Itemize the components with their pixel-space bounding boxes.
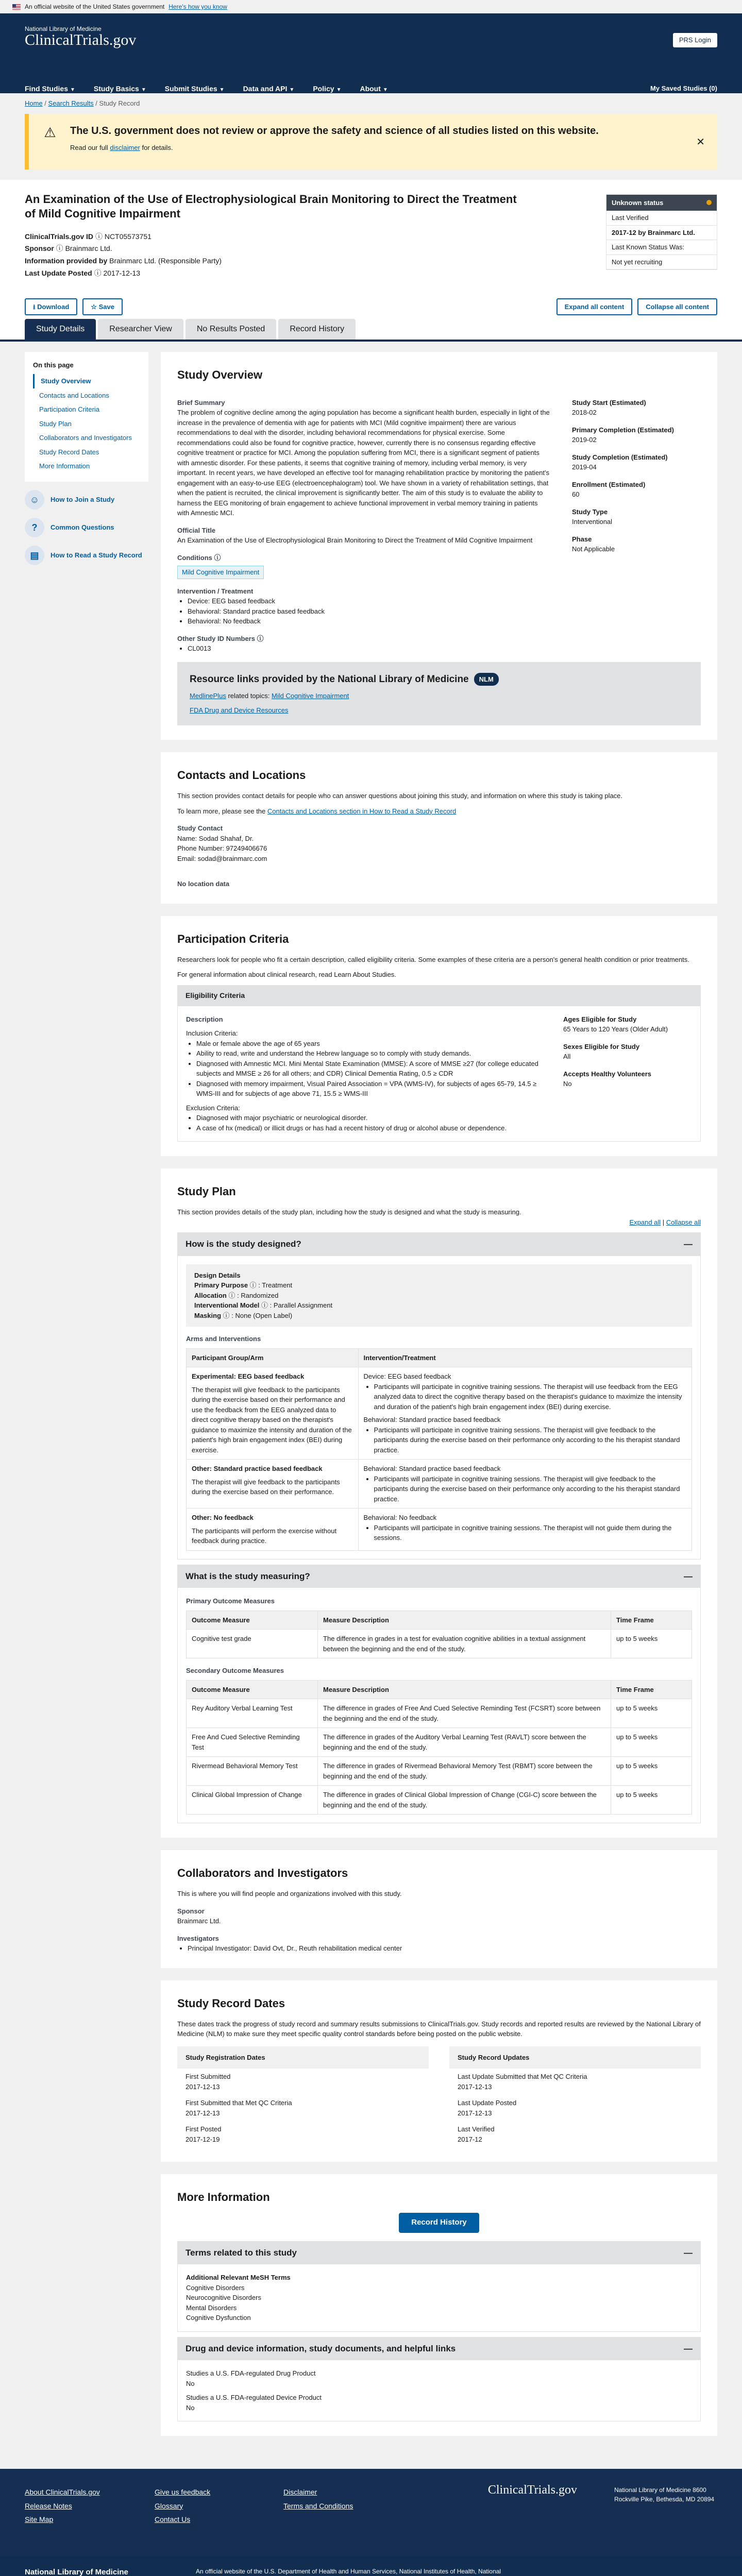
fact-value: All <box>563 1053 571 1060</box>
chevron-down-icon: ▼ <box>382 87 388 93</box>
nav-data-api[interactable]: Data and API ▼ <box>243 84 295 93</box>
medlineplus-link[interactable]: MedlinePlus <box>190 692 226 700</box>
site-logo[interactable] <box>25 25 136 48</box>
study-overview <box>161 352 717 740</box>
disclaimer-link[interactable]: disclaimer <box>110 143 140 151</box>
nlm-resources: Resource links provided by the National Library of Medicine NLM MedlinePlus related topics: Mild Cognitive Impairment FDA Drug and Device Resources <box>177 662 701 726</box>
plan-expand-all[interactable]: Expand all <box>629 1218 661 1226</box>
collab-sponsor: Brainmarc Ltd. <box>177 1917 221 1925</box>
expand-all-button[interactable]: Expand all content <box>556 298 633 316</box>
nlm-logo: NLM <box>474 673 499 686</box>
study-title: An Examination of the Use of Electrophysiological Brain Monitoring to Direct the Treatment of Mild Cognitive Impairment <box>25 192 517 221</box>
footer-link[interactable]: Release Notes <box>25 2501 72 2510</box>
intervention-item: • Behavioral: No feedback <box>188 616 551 626</box>
official-title-label: Official Title <box>177 526 216 534</box>
condition-chip[interactable]: Mild Cognitive Impairment <box>177 566 264 579</box>
site-footer <box>0 2469 742 2556</box>
other-ids-label: Other Study ID Numbers ⓘ <box>177 634 264 642</box>
interventions-label: Intervention / Treatment <box>177 587 254 595</box>
fact-label: Study Start (Estimated) <box>572 398 646 406</box>
info-icon[interactable]: ⓘ <box>223 1311 230 1319</box>
prs-login-button[interactable]: PRS Login <box>673 33 717 47</box>
table-row: Rey Auditory Verbal Learning Test The difference in grades of Free And Cued Selective Reminding Test (FCSRT) score between the beginning and the end of the study. up to 5 weeks <box>187 1699 692 1728</box>
section-title: More Information <box>177 2191 270 2204</box>
fact-label: Accepts Healthy Volunteers <box>563 1070 651 1078</box>
fact-value: 60 <box>572 490 580 498</box>
footer-link[interactable]: Site Map <box>25 2515 54 2524</box>
table-row: Free And Cued Selective Reminding Test The difference in grades of the Auditory Verbal Learning Test (RAVLT) score between the beginning and the end of the study. up to 5 weeks <box>187 1728 692 1757</box>
info-icon[interactable]: ⓘ <box>249 1281 257 1289</box>
table-row: Experimental: EEG based feedback The therapist will give feedback to the participants during the exercise based on their performance and use the feedback from the EEG analyzed data to direct cognitive therapy based on the therapist's guidance to maximize the intensity and duration of the patient's high brain engagement index (BEI) during exercise. Device: EEG based feedback • Participants will participate in cognitive training sessions. The therapist will use feedback from the EEG analyzed data to direct the cognitive therapy based on the therapist's guidance to maximize the intensity and duration of the patient's high brain engagement index (BEI) during exercise. Behavioral: Standard practice based feedback • Participants will participate in cognitive training sessions. The therapist will give feedback to the participants during the exercise based on their performance only according to the his therapist standard practice. <box>187 1367 692 1460</box>
study-tabs <box>0 319 742 342</box>
sidebar-item-collaborators[interactable]: Collaborators and Investigators <box>39 434 132 442</box>
save-button[interactable]: ☆ Save <box>82 298 123 316</box>
keyword: Mental Disorders <box>186 2303 237 2312</box>
info-icon[interactable]: ⓘ <box>214 553 221 562</box>
eligibility-header: Eligibility Criteria <box>177 985 701 1006</box>
section-title: Study Plan <box>177 1185 236 1198</box>
secondary-outcomes-table: Outcome Measure Measure Description Time Frame Rey Auditory Verbal Learning Test The difference in grades of Free And Cued Selective Reminding Test (FCSRT) score between the beginning and the end of the study. up to 5 weeks Free And Cued Selective Reminding Test The difference in grades of the Auditory Verbal Learning Test (RAVLT) score between the beginning and the end of the study. up to 5 weeks Rivermead Behavioral Memory Test The difference in grades of Rivermead Behavioral Memory Test (RBMT) score between the beginning and the end of the study. up to 5 weeks Clinical Global Impression of Change The difference in grades of Clinical Global Impression of Change (CGI-C) score between the beginning and the end of the study. up to 5 weeks <box>186 1680 692 1815</box>
chevron-down-icon: ▼ <box>70 87 75 93</box>
exclusion-label: Exclusion Criteria: <box>186 1104 240 1112</box>
breadcrumb: Home / Search Results / Study Record <box>0 93 742 114</box>
people-icon: ☺ <box>25 490 44 510</box>
intervention-item: • Device: EEG based feedback <box>188 596 551 606</box>
exclusion-item: • A case of hx (medical) or illicit drugs or has had a recent history of drug or alcohol abuse or dependence. <box>196 1123 543 1133</box>
saved-studies-link[interactable]: My Saved Studies (0) <box>650 84 717 92</box>
fact-value: 65 Years to 120 Years (Older Adult) <box>563 1025 668 1033</box>
brief-summary: The problem of cognitive decline among the aging population has become a significant health burden, especially in light of the increase in the prevalence of dementia with age for patients with MCI (Mild cognitive impairment) there are various recommendations to deal with the disorder, including behavioral recommendations for physical exercise. Some recommendations could also be found for cognitive practice, however, currently there is no consensus regarding effective cognitive treatment or practice for MCI. Among the population suffering from MCI, there is a significant segment of patients with amnestic disorder. For these patients, it seems that cognitive training of memory, including verbal memory, is very important. In recent years, we have developed an effective tool for managing rehabilitation practice by monitoring the patient's engagement with an easy-to-use EEG (electroencephalogram) tool. We have shown in a variety of rehabilitation settings, that when the patient is recruited, the clinical improvement is significantly better. The aim of this study is to evaluate the ability to harness the EEG monitoring of brain engagement to achieve functional improvement in verbal memory training in patients with Amnestic MCI. <box>177 409 550 517</box>
tab-researcher-view[interactable]: Researcher View <box>98 319 183 340</box>
download-button[interactable]: ⭳ Download <box>25 298 77 316</box>
contacts-help-link[interactable]: Contacts and Locations section in How to Read a Study Record <box>267 807 457 815</box>
fact-label: Study Completion (Estimated) <box>572 453 668 461</box>
nlm-label: National Library of Medicine <box>25 25 102 32</box>
fact-label: Study Type <box>572 507 608 516</box>
nlm-footer <box>0 2556 742 2576</box>
tab-results[interactable]: No Results Posted <box>185 319 277 340</box>
investigator: • Principal Investigator: David Ovt, Dr., Reuth rehabilitation medical center <box>188 1943 701 1954</box>
footer-link[interactable]: Glossary <box>155 2501 183 2510</box>
nav-policy[interactable]: Policy ▼ <box>313 84 342 93</box>
study-id: NCT05573751 <box>104 232 151 241</box>
tab-study-details[interactable]: Study Details <box>25 319 96 340</box>
dates-intro: These dates track the progress of study record and summary results submissions to ClinicalTrials.gov. Study records and reported results are reviewed by the National Library of Medicine (NLM) to make sure they meet specific quality control standards before being posted on the public website. <box>177 2020 701 2038</box>
fact-label: Ages Eligible for Study <box>563 1015 637 1023</box>
nav-study-basics[interactable]: Study Basics ▼ <box>93 84 146 93</box>
inclusion-item: • Male or female above the age of 65 years <box>196 1039 543 1049</box>
design-accordion[interactable]: How is the study designed? — <box>177 1232 701 1256</box>
terms-accordion[interactable]: Terms related to this study — <box>177 2241 701 2265</box>
official-website-text: An official website of the U.S. Department of Health and Human Services, National Institutes of Health, National <box>196 2568 501 2575</box>
help-questions[interactable]: ? Common Questions <box>25 518 148 537</box>
study-header <box>0 180 742 319</box>
study-plan: Study Plan This section provides details of the study plan, including how the study is designed and what the study is measuring. Expand all | Collapse all How is the study designed? — Design Details Primary Purpose ⓘ : Treatment Allocation ⓘ : Randomized Interventional Model ⓘ : Parallel Assignment Masking ⓘ : None (Open Label) Arms and Interventions Participant Group/Arm Intervention/Treatment Experimental: EEG based feedback The therapist will give feedback to the participants during the exercise based on their performance and use the feedback from the EEG analyzed data to direct cognitive therapy based on the therapist's guidance to maximize the intensity and duration of the patient's high brain engagement index (BEI) during exercise. Device: EEG based feedback • Participants will participate in cognitive training sessions. The therapist will use feedback from the EEG analyzed data to direct the cognitive therapy based on the therapist's guidance to maximize the intensity and duration of the patient's high brain engagement index (BEI) during exercise. Behavioral: Standard practice based feedback • Participants will participate in cognitive training sessions. The therapist will give feedback to the participants during the exercise based on their performance only according to the his therapist standard practice. Other: Standard practice based feedback The therapist will give feedback to the participants during the exercise based on their performance. Behavioral: Standard practice based feedback • Participants will participate in cognitive training sessions. The therapist will give feedback to the participants during the exercise based on their performance only according to the his therapist standard practice. Other: No feedback The participants will perform the exercise without feedback during practice. Behavioral: No feedback • Participants will participate in cognitive training sessions. The therapist will not guide them during the sessions. What is the study measuring? — Primary Outcome Measures Outcome Measure Measure Description Time Frame Cognitive test grade The difference in grades in a test for evaluation cognitive abilities in a textual assignment between the beginning and the end of the study. up to 5 weeks Secondary Outcome Measures Outcome Measure Measure Description Time Frame Rey Auditory Verbal Learning Test The difference in grades of Free And Cued Selective Reminding Test (FCSRT) score between the beginning and the end of the study. up to 5 weeks Free And Cued Selective Reminding Test The difference in grades of the Auditory Verbal Learning Test (RAVLT) score between the beginning and the end of the study. up to 5 weeks Rivermead Behavioral Memory Test The difference in grades of Rivermead Behavioral Memory Test (RBMT) score between the beginning and the end of the study. up to 5 weeks Clinical Global Impression of Change The difference in grades of Clinical Global Impression of Change (CGI-C) score between the beginning and the end of the study. up to 5 weeks <box>161 1168 717 1838</box>
description-label: Description <box>186 1015 223 1023</box>
plan-collapse-all[interactable]: Collapse all <box>666 1218 701 1226</box>
keyword: Cognitive Disorders <box>186 2283 245 2292</box>
keywords-label: Additional Relevant MeSH Terms <box>186 2274 291 2281</box>
chevron-down-icon: ▼ <box>289 87 295 93</box>
table-row: Other: Standard practice based feedback The therapist will give feedback to the participants during the exercise based on their performance. Behavioral: Standard practice based feedback • Participants will participate in cognitive training sessions. The therapist will give feedback to the participants during the exercise based on their performance only according to the his therapist standard practice. <box>187 1460 692 1509</box>
fact-value: 2018-02 <box>572 409 597 416</box>
main-nav <box>0 83 742 94</box>
sidebar-item-plan[interactable]: Study Plan <box>39 419 72 428</box>
record-dates: Study Record Dates These dates track the progress of study record and summary results submissions to ClinicalTrials.gov. Study records and reported results are reviewed by the National Library of Medicine (NLM) to make sure they meet specific quality control standards before being posted on the public website. Study Registration Dates First Submitted 2017-12-13 First Submitted that Met QC Criteria 2017-12-13 First Posted 2017-12-19 Study Record Updates Last Update Submitted that Met QC Criteria 2017-12-13 Last Update Posted 2017-12-13 Last Verified 2017-12 <box>161 1980 717 2162</box>
fact-value: Interventional <box>572 518 613 526</box>
minus-icon: — <box>684 1239 693 1249</box>
nlm-footer-title: National Library of Medicine <box>25 2568 128 2576</box>
close-icon[interactable]: ✕ <box>696 136 705 148</box>
intervention-item: • Behavioral: Standard practice based feedback <box>188 606 551 617</box>
brief-summary-label: Brief Summary <box>177 398 225 406</box>
arms-table: Participant Group/Arm Intervention/Treatment Experimental: EEG based feedback The therapist will give feedback to the participants during the exercise based on their performance and use the feedback from the EEG analyzed data to direct cognitive therapy based on the therapist's guidance to maximize the intensity and duration of the patient's high brain engagement index (BEI) during exercise. Device: EEG based feedback • Participants will participate in cognitive training sessions. The therapist will use feedback from the EEG analyzed data to direct the cognitive therapy based on the therapist's guidance to maximize the intensity and duration of the patient's high brain engagement index (BEI) during exercise. Behavioral: Standard practice based feedback • Participants will participate in cognitive training sessions. The therapist will give feedback to the participants during the exercise based on their performance only according to the his therapist standard practice. Other: Standard practice based feedback The therapist will give feedback to the participants during the exercise based on their performance. Behavioral: Standard practice based feedback • Participants will participate in cognitive training sessions. The therapist will give feedback to the participants during the exercise based on their performance only according to the his therapist standard practice. Other: No feedback The participants will perform the exercise without feedback during practice. Behavioral: No feedback • Participants will participate in cognitive training sessions. The therapist will not guide them during the sessions. <box>186 1348 692 1551</box>
inclusion-item: • Diagnosed with Amnestic MCI. Mini Mental State Examination (MMSE): A score of MMSE ≥27 (for college educated subjects and MMSE ≥ 26 for all others; and CDR) Clinical Dementia Rating, 0.5 ≥ CDR <box>196 1059 543 1079</box>
us-flag-icon <box>12 4 21 10</box>
status-row: Last Known Status Was: <box>606 240 717 255</box>
breadcrumb-home[interactable]: Home <box>25 99 43 107</box>
keyword: Cognitive Dysfunction <box>186 2314 251 2321</box>
fact-label: Enrollment (Estimated) <box>572 480 646 488</box>
footer-link[interactable]: Disclaimer <box>283 2488 317 2496</box>
overview-facts <box>572 391 701 654</box>
section-title: Contacts and Locations <box>177 769 306 782</box>
upd-heading: Study Record Updates <box>449 2046 701 2069</box>
nav-find-studies[interactable]: Find Studies ▼ <box>25 84 75 93</box>
info-icon[interactable]: ⓘ <box>228 1291 235 1299</box>
secondary-label: Secondary Outcome Measures <box>186 1667 284 1674</box>
section-title: Study Overview <box>177 368 263 381</box>
inclusion-label: Inclusion Criteria: <box>186 1029 238 1037</box>
contacts-locations: Contacts and Locations This section provides contact details for people who can answer questions about joining this study, and information on where this study is taking place. To learn more, please see the Contacts and Locations section in How to Read a Study Record Study Contact Name: Sodad Shahaf, Dr. Phone Number: 97249406676 Email: sodad@brainmarc.com No location data <box>161 752 717 904</box>
exclusion-item: • Diagnosed with major psychiatric or neurological disorder. <box>196 1113 543 1123</box>
minus-icon: — <box>684 2247 693 2258</box>
fact-label: Primary Completion (Estimated) <box>572 426 674 434</box>
collapse-all-button[interactable]: Collapse all content <box>637 298 717 316</box>
topic-link[interactable]: Mild Cognitive Impairment <box>272 692 349 700</box>
no-location: No location data <box>177 880 230 888</box>
criteria-intro: Researchers look for people who fit a certain description, called eligibility criteria. Some examples of these criteria are a person's general health condition or prior treatments. <box>177 955 689 963</box>
document-icon: ▤ <box>25 546 44 565</box>
chevron-down-icon: ▼ <box>219 87 225 93</box>
collaborators <box>161 1850 717 1968</box>
contact-phone[interactable]: Phone Number: 97249406676 <box>177 844 267 852</box>
question-icon: ? <box>25 518 44 537</box>
criteria-learn: For general information about clinical research, read Learn About Studies. <box>177 971 396 978</box>
status-dot-icon <box>706 200 712 205</box>
arms-label: Arms and Interventions <box>186 1335 261 1343</box>
gov-banner <box>0 0 742 13</box>
fact-value: 2019-04 <box>572 463 597 471</box>
contacts-intro: This section provides contact details for people who can answer questions about joining this study, and information on where this study is taking place. <box>177 792 623 800</box>
study-meta: ClinicalTrials.gov ID ⓘ NCT05573751 Sponsor ⓘ Brainmarc Ltd. Information provided by Brainmarc Ltd. (Responsible Party) Last Update Posted ⓘ 2017-12-13 <box>25 232 222 278</box>
collab-intro: This is where you will find people and organizations involved with this study. <box>177 1890 402 1897</box>
breadcrumb-current: Study Record <box>99 99 140 107</box>
section-title: Study Record Dates <box>177 1996 285 2010</box>
table-row: Clinical Global Impression of Change The difference in grades of Clinical Global Impression of Change (CGI-C) score between the beginning and the end of the study. up to 5 weeks <box>187 1786 692 1815</box>
bookmark-icon: ☆ <box>91 302 99 311</box>
gov-banner-link[interactable]: Here's how you know <box>168 3 227 10</box>
sidebar-item-criteria[interactable]: Participation Criteria <box>39 405 100 413</box>
disclaimer-alert <box>25 114 717 170</box>
table-row: Cognitive test grade The difference in grades in a test for evaluation cognitive abilities in a textual assignment between the beginning and the end of the study. up to 5 weeks <box>187 1630 692 1658</box>
chevron-down-icon: ▼ <box>336 87 342 93</box>
site-header <box>0 13 742 93</box>
help-read-record[interactable]: ▤ How to Read a Study Record <box>25 546 148 565</box>
chevron-down-icon: ▼ <box>141 87 146 93</box>
minus-icon: — <box>684 1571 693 1581</box>
tab-record-history[interactable]: Record History <box>278 319 356 340</box>
last-update-date: 2017-12-13 <box>103 269 141 278</box>
keyword: Neurocognitive Disorders <box>186 2294 261 2301</box>
footer-link[interactable]: About ClinicalTrials.gov <box>25 2488 100 2496</box>
footer-address: National Library of Medicine 8600 Rockville Pike, Bethesda, MD 20894 <box>614 2486 715 2503</box>
table-row: Other: No feedback The participants will perform the exercise without feedback during practice. Behavioral: No feedback • Participants will participate in cognitive training sessions. The therapist will not guide them during the sessions. <box>187 1509 692 1551</box>
conditions-label: Conditions ⓘ <box>177 553 221 562</box>
gov-banner-text: An official website of the United States government <box>25 3 165 10</box>
section-title: Collaborators and Investigators <box>177 1867 348 1879</box>
sponsor-label: Sponsor <box>177 1907 205 1915</box>
table-row: Rivermead Behavioral Memory Test The difference in grades of Rivermead Behavioral Memory Test (RBMT) score between the beginning and the end of the study. up to 5 weeks <box>187 1757 692 1786</box>
sidebar-item-more[interactable]: More Information <box>39 462 90 470</box>
sidebar <box>25 352 148 2449</box>
footer-link[interactable]: Contact Us <box>155 2515 191 2524</box>
section-title: Participation Criteria <box>177 932 289 945</box>
help-join[interactable]: ☺ How to Join a Study <box>25 490 148 510</box>
reg-heading: Study Registration Dates <box>177 2046 429 2069</box>
plan-intro: This section provides details of the study plan, including how the study is designed and what the study is measuring. <box>177 1208 521 1216</box>
download-icon: ⭳ <box>33 302 38 311</box>
site-title: ClinicalTrials.gov <box>25 31 137 49</box>
alert-text: Read our full disclaimer for details. <box>70 143 173 151</box>
investigators-label: Investigators <box>177 1934 219 1942</box>
info-provided: Brainmarc Ltd. (Responsible Party) <box>109 257 222 265</box>
primary-outcomes-table: Outcome Measure Measure Description Time Frame Cognitive test grade The difference in grades in a test for evaluation cognitive abilities in a textual assignment between the beginning and the end of the study. up to 5 weeks <box>186 1611 692 1659</box>
fact-value: No <box>563 1080 572 1088</box>
study-contact-label: Study Contact <box>177 824 223 832</box>
info-icon[interactable]: ⓘ <box>261 1301 268 1309</box>
status-title: Unknown status <box>612 198 664 207</box>
status-row: 2017-12 by Brainmarc Ltd. <box>606 226 717 241</box>
info-icon[interactable]: ⓘ <box>95 232 103 241</box>
official-title: An Examination of the Use of Electrophysiological Brain Monitoring to Direct the Treatment of Mild Cognitive Impairment <box>177 536 533 544</box>
footer-link[interactable]: Give us feedback <box>155 2488 211 2496</box>
sponsor-name: Brainmarc Ltd. <box>65 244 112 253</box>
sidebar-item-overview[interactable]: Study Overview <box>33 374 140 388</box>
other-id: • CL0013 <box>188 643 551 654</box>
sidebar-item-dates[interactable]: Study Record Dates <box>39 448 99 456</box>
participation-criteria <box>161 916 717 1157</box>
design-details: Design Details Primary Purpose ⓘ : Treatment Allocation ⓘ : Randomized Interventional Model ⓘ : Parallel Assignment Masking ⓘ : None (Open Label) <box>186 1264 692 1327</box>
more-information: More Information Record History Terms related to this study — Additional Relevant MeSH Terms Cognitive Disorders Neurocognitive Disorders Mental Disorders Cognitive Dysfunction Drug and device information, study documents, and helpful links — Studies a U.S. FDA-regulated Drug Product No Studies a U.S. FDA-regulated Device Product No <box>161 2174 717 2436</box>
resources-title: Resource links provided by the National Library of Medicine NLM <box>190 672 688 687</box>
nav-about[interactable]: About ▼ <box>360 84 388 93</box>
inclusion-item: • Ability to read, write and understand the Hebrew language so to comply with study demands. <box>196 1048 543 1059</box>
info-icon[interactable]: ⓘ <box>94 269 102 278</box>
primary-label: Primary Outcome Measures <box>186 1597 275 1605</box>
drug-accordion[interactable]: Drug and device information, study documents, and helpful links — <box>177 2337 701 2361</box>
contact-email[interactable]: Email: sodad@brainmarc.com <box>177 854 267 862</box>
fact-label: Phase <box>572 535 592 543</box>
fact-value: 2019-02 <box>572 436 597 444</box>
sidebar-item-contacts[interactable]: Contacts and Locations <box>39 391 109 399</box>
footer-logo[interactable]: ClinicalTrials.gov <box>487 2483 577 2497</box>
fact-value: Not Applicable <box>572 545 615 553</box>
minus-icon: — <box>684 2343 693 2353</box>
status-row: Not yet recruiting <box>606 255 717 270</box>
measure-accordion[interactable]: What is the study measuring? — <box>177 1565 701 1588</box>
contact-name: Name: Sodad Shahaf, Dr. <box>177 834 254 842</box>
status-box <box>606 194 717 270</box>
alert-title: The U.S. government does not review or approve the safety and science of all studies listed on this website. <box>70 125 599 137</box>
info-icon[interactable]: ⓘ <box>56 244 63 253</box>
info-icon[interactable]: ⓘ <box>257 634 264 642</box>
footer-link[interactable]: Terms and Conditions <box>283 2501 353 2510</box>
status-row: Last Verified <box>606 211 717 226</box>
fact-label: Sexes Eligible for Study <box>563 1042 640 1050</box>
breadcrumb-search-results[interactable]: Search Results <box>48 99 94 107</box>
fda-link[interactable]: FDA Drug and Device Resources <box>190 706 289 714</box>
sidebar-heading: On this page <box>33 361 74 369</box>
warning-icon: ⚠ <box>44 124 56 140</box>
nav-submit-studies[interactable]: Submit Studies ▼ <box>164 84 225 93</box>
record-history-button[interactable]: Record History <box>399 2213 479 2233</box>
main-content <box>161 352 717 2449</box>
inclusion-item: • Diagnosed with memory impairment, Visual Paired Association = VPA (WMS-IV), for subjects of ages 65-79, 14.5 ≥ WMS-III and for subjects of age above 71, 15.5 ≥ WMS-III <box>196 1079 543 1099</box>
